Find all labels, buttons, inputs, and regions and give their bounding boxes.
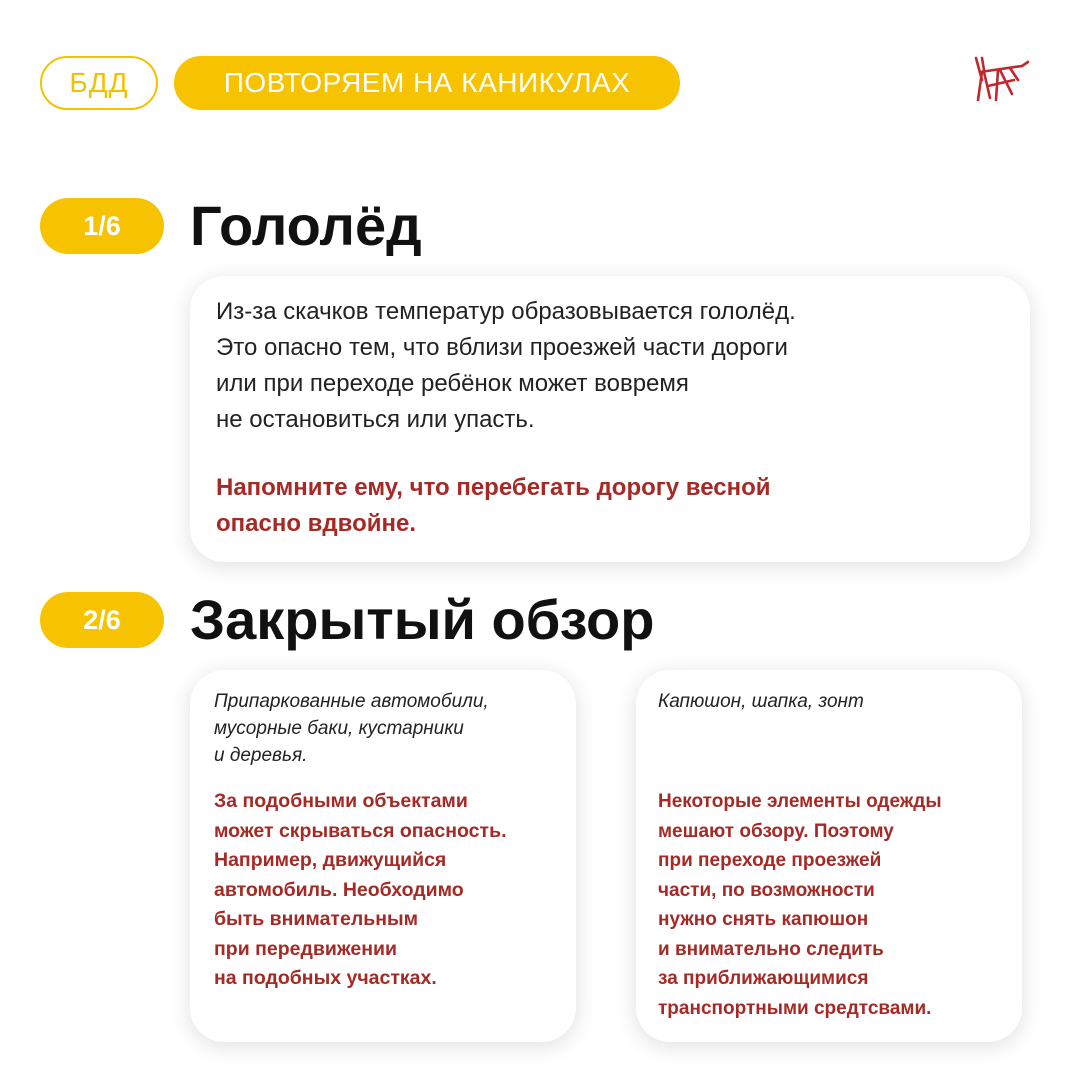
text-line: Это опасно тем, что вблизи проезжей части дороги [216, 334, 788, 361]
horse-logo-icon [968, 50, 1032, 106]
text-line: Капюшон, шапка, зонт [658, 691, 864, 712]
card-warning-text [658, 787, 1000, 1023]
info-card [190, 670, 576, 1042]
text-line: Некоторые элементы одежды [658, 791, 942, 812]
text-line: нужно снять капюшон [658, 909, 869, 930]
topic-badge-label: БДД [69, 67, 129, 98]
card-lead-text [658, 688, 1000, 715]
series-badge-label: ПОВТОРЯЕМ НА КАНИКУЛАХ [223, 67, 631, 98]
text-line: и деревья. [214, 745, 308, 766]
text-line: транспортными средтсвами. [658, 997, 932, 1019]
topic-badge [40, 56, 158, 110]
text-line: быть внимательным [214, 908, 419, 930]
info-card [190, 276, 1030, 562]
text-line: За подобными объектами [214, 790, 468, 812]
series-badge [174, 56, 680, 110]
text-line: Напомните ему, что перебегать дорогу весной [216, 474, 771, 501]
text-line: мусорные баки, кустарники [214, 718, 464, 739]
info-card [636, 670, 1022, 1042]
card-lead-text [214, 688, 552, 769]
text-line: опасно вдвойне. [216, 510, 417, 537]
section-counter-label: 1/6 [83, 210, 121, 241]
text-line: за приближающимися [658, 968, 869, 989]
section-title: Закрытый обзор [190, 588, 655, 651]
text-line: Припаркованные автомобили, [214, 691, 489, 712]
card-warning-text [214, 787, 552, 994]
text-line: или при переходе ребёнок может вовремя [216, 370, 689, 397]
text-line: при переходе проезжей [658, 850, 882, 871]
text-line: при передвижении [214, 937, 397, 960]
section-title: Гололёд [190, 194, 422, 257]
text-line: может скрываться опасность. [214, 819, 507, 842]
section-counter [40, 198, 164, 254]
text-line: мешают обзору. Поэтому [658, 820, 894, 842]
section-counter-label: 2/6 [83, 604, 121, 635]
card-body-text [216, 294, 1004, 438]
text-line: Из-за скачков температур образовывается гололёд. [216, 298, 796, 325]
text-line: на подобных участках. [214, 967, 437, 989]
text-line: Например, движущийся [214, 849, 447, 871]
text-line: автомобиль. Необходимо [214, 878, 464, 901]
text-line: не остановиться или упасть. [216, 406, 535, 433]
section-counter [40, 592, 164, 648]
card-warning-text [216, 470, 1004, 542]
text-line: и внимательно следить [658, 938, 884, 960]
text-line: части, по возможности [658, 879, 875, 901]
